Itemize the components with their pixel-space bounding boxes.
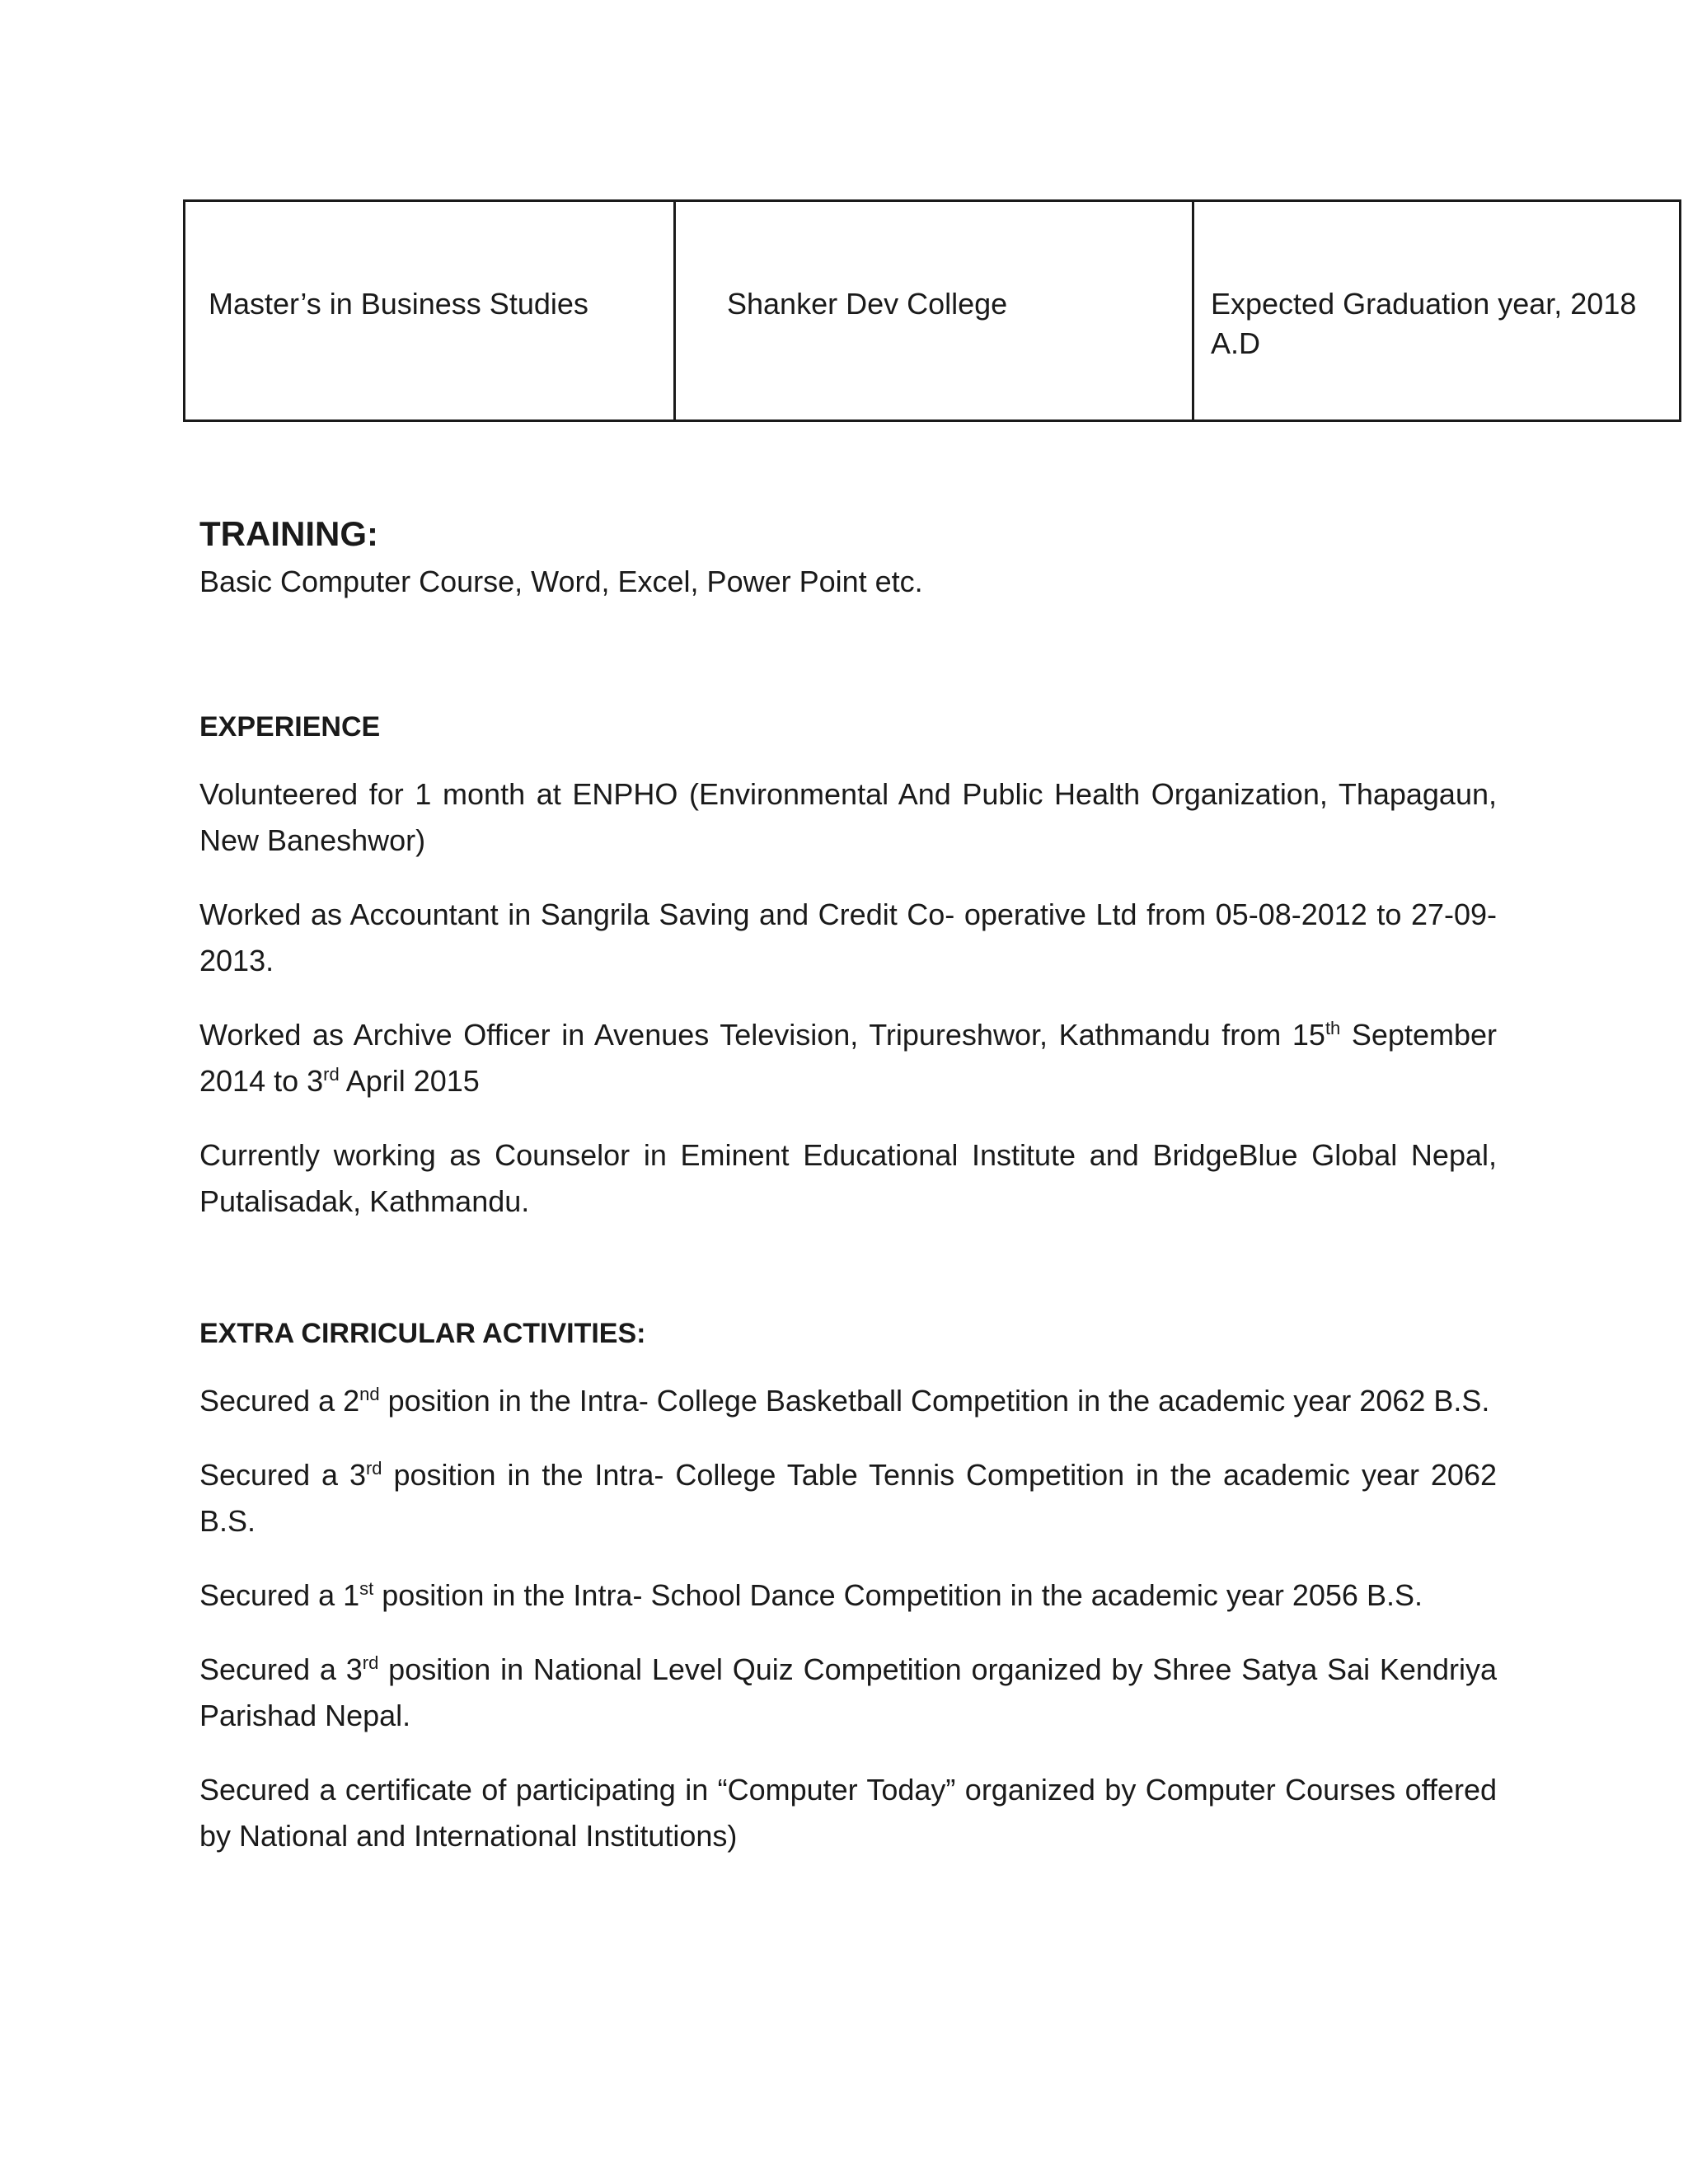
- text-segment: Secured a 3: [199, 1458, 366, 1492]
- text-segment: position in the Intra- College Basketball Competition in the academic year 2062 B.S.: [379, 1384, 1490, 1418]
- experience-item: Volunteered for 1 month at ENPHO (Environmental And Public Health Organization, Thapagaun, New Baneshwor): [199, 777, 1497, 857]
- text-segment: Worked as Archive Officer in Avenues Television, Tripureshwor, Kathmandu from 15: [199, 1018, 1325, 1052]
- activity-item: [199, 1378, 1497, 1424]
- text-segment: April 2015: [339, 1064, 480, 1098]
- experience-item: Worked as Accountant in Sangrila Saving and Credit Co- operative Ltd from 05-08-2012 to 27-09-2013.: [199, 898, 1497, 977]
- text-segment: Secured a 3: [199, 1652, 363, 1686]
- training-heading: TRAINING:: [199, 514, 378, 553]
- resume-content: [199, 511, 1497, 1859]
- education-table: [183, 199, 1681, 422]
- text-segment: Secured a 2: [199, 1384, 360, 1418]
- activity-item: [199, 1647, 1497, 1739]
- activity-item: Secured a certificate of participating in “Computer Today” organized by Computer Courses offered by National and International Institutions): [199, 1773, 1497, 1853]
- experience-item: [199, 1012, 1497, 1104]
- text-segment: Secured a 1: [199, 1578, 360, 1612]
- text-segment: September 2014 to 3: [199, 1018, 1497, 1098]
- ordinal-suffix: rd: [323, 1064, 340, 1085]
- table-row: [185, 201, 1681, 421]
- training-text: Basic Computer Course, Word, Excel, Power Point etc.: [199, 565, 923, 598]
- institution-cell: Shanker Dev College: [675, 201, 1193, 421]
- extracurricular-heading: EXTRA CIRRICULAR ACTIVITIES:: [199, 1318, 646, 1349]
- ordinal-suffix: st: [359, 1578, 374, 1599]
- activity-item: [199, 1452, 1497, 1544]
- text-segment: position in National Level Quiz Competition organized by Shree Satya Sai Kendriya Parishad Nepal.: [199, 1652, 1497, 1732]
- degree-cell: Master’s in Business Studies: [185, 201, 675, 421]
- experience-heading: EXPERIENCE: [199, 711, 381, 743]
- activity-item: [199, 1572, 1497, 1619]
- graduation-cell: Expected Graduation year, 2018 A.D: [1193, 201, 1681, 421]
- ordinal-suffix: rd: [362, 1652, 379, 1673]
- experience-item: Currently working as Counselor in Eminent Educational Institute and BridgeBlue Global Nepal, Putalisadak, Kathmandu.: [199, 1138, 1497, 1218]
- ordinal-suffix: rd: [365, 1458, 382, 1479]
- text-segment: position in the Intra- College Table Tennis Competition in the academic year 2062 B.S.: [199, 1458, 1497, 1538]
- text-segment: position in the Intra- School Dance Competition in the academic year 2056 B.S.: [373, 1578, 1423, 1612]
- ordinal-suffix: nd: [359, 1384, 380, 1404]
- ordinal-suffix: th: [1325, 1018, 1341, 1038]
